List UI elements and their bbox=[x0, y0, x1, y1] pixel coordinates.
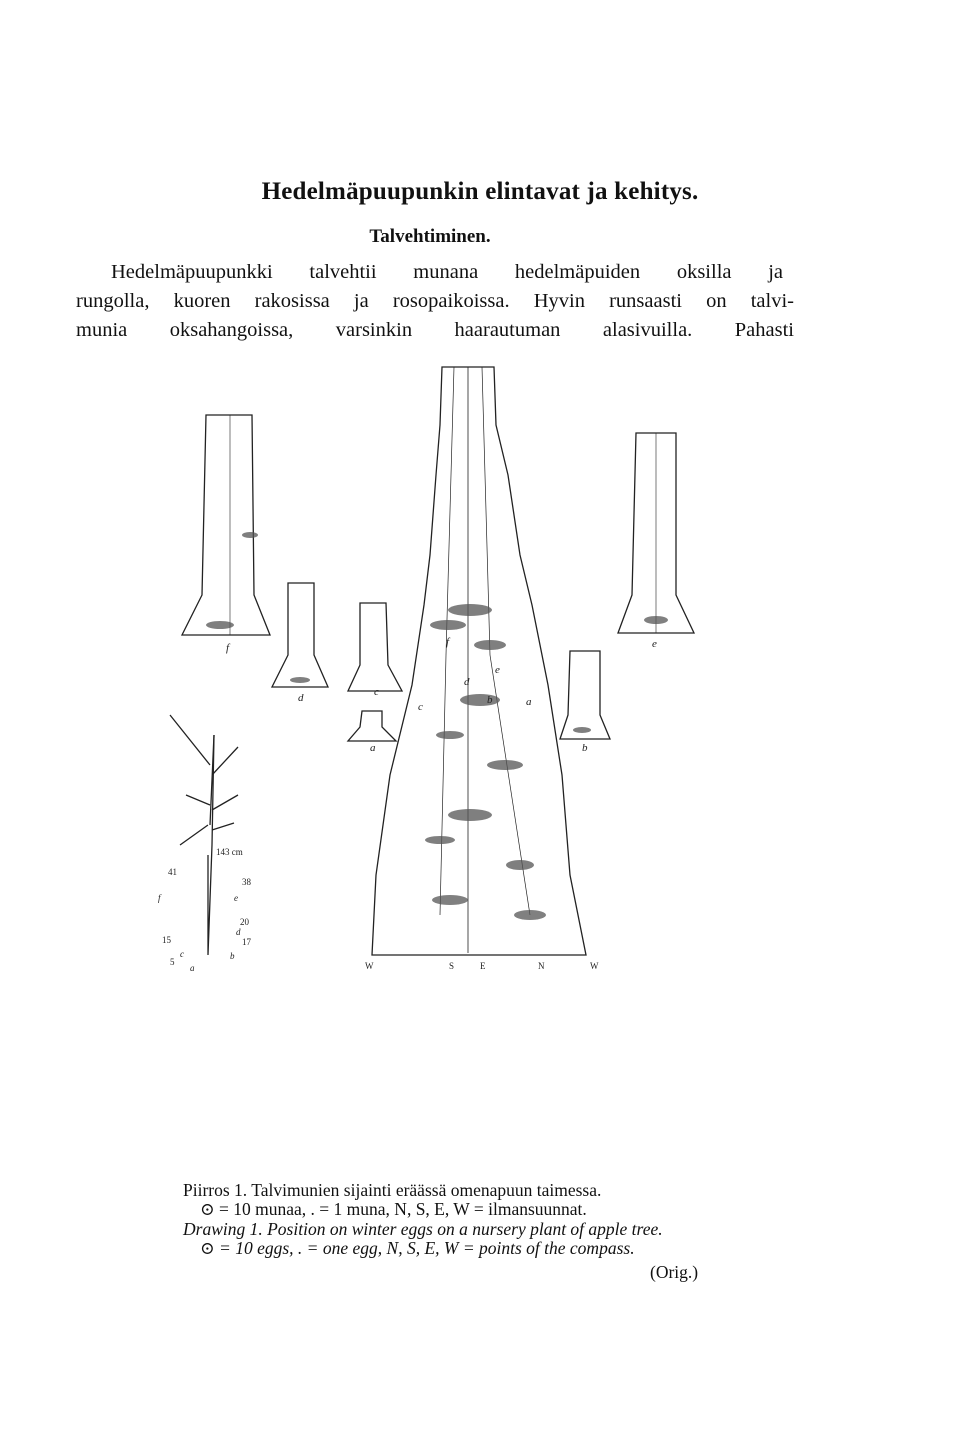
caption-title-en: Drawing 1. Position on winter eggs on a nursery plant of apple tree. bbox=[183, 1219, 663, 1239]
tree-letter-d: d bbox=[236, 927, 241, 937]
compass-s: S bbox=[449, 961, 455, 971]
tree-height: 143 cm bbox=[216, 847, 243, 857]
tree-letter-e: e bbox=[234, 893, 238, 903]
branch-b-outline bbox=[560, 651, 610, 739]
label-branch-e: e bbox=[652, 638, 657, 650]
compass-n: N bbox=[538, 961, 545, 971]
caption-credit: (Orig.) bbox=[650, 1262, 699, 1282]
trunk-label-e: e bbox=[495, 664, 500, 676]
paragraph-line-1: Hedelmäpuupunkki talvehtii munana hedelmäpuiden oksilla ja bbox=[111, 261, 783, 283]
branch-c-outline bbox=[348, 603, 402, 691]
branch-f-outline bbox=[182, 415, 270, 635]
trunk-label-b: b bbox=[487, 694, 493, 706]
trunk-label-d: d bbox=[464, 676, 470, 688]
tree-num-20: 20 bbox=[240, 917, 249, 927]
branch-a-outline bbox=[348, 711, 396, 741]
tree-letter-a: a bbox=[190, 963, 195, 973]
tree-letter-f: f bbox=[158, 893, 161, 903]
caption-title-fi: Piirros 1. Talvimunien sijainti eräässä omenapuun taimessa. bbox=[183, 1180, 602, 1200]
paragraph-line-3: munia oksahangoissa, varsinkin haarautuman alasivuilla. Pahasti bbox=[76, 319, 794, 341]
compass-e: E bbox=[480, 961, 486, 971]
caption-legend-en: ⊙ = 10 eggs, . = one egg, N, S, E, W = points of the compass. bbox=[200, 1238, 635, 1258]
label-branch-b: b bbox=[582, 742, 588, 754]
section-heading: Talvehtiminen. bbox=[369, 226, 491, 247]
branch-d-outline bbox=[272, 583, 328, 687]
tree-sketch-branches bbox=[170, 715, 238, 845]
caption-legend-fi: ⊙ = 10 munaa, . = 1 muna, N, S, E, W = ilmansuunnat. bbox=[200, 1199, 587, 1219]
paragraph-line-2: rungolla, kuoren rakosissa ja rosopaikoissa. Hyvin runsaasti on talvi- bbox=[76, 290, 794, 312]
tree-letter-c: c bbox=[180, 949, 184, 959]
main-trunk-outline bbox=[372, 367, 586, 955]
tree-num-15: 15 bbox=[162, 935, 171, 945]
compass-w-left: W bbox=[365, 961, 374, 971]
compass-w-right: W bbox=[590, 961, 599, 971]
label-branch-c: c bbox=[374, 686, 379, 698]
trunk-label-c: c bbox=[418, 701, 423, 713]
tree-letter-b: b bbox=[230, 951, 235, 961]
figure-drawing bbox=[150, 355, 730, 975]
label-branch-f: f bbox=[226, 642, 230, 654]
label-branch-d: d bbox=[298, 692, 304, 704]
label-branch-a: a bbox=[370, 742, 376, 754]
tree-num-5: 5 bbox=[170, 957, 175, 967]
trunk-label-a: a bbox=[526, 696, 532, 708]
page-title: Hedelmäpuupunkin elintavat ja kehitys. bbox=[261, 178, 699, 205]
tree-num-38: 38 bbox=[242, 877, 251, 887]
tree-num-41: 41 bbox=[168, 867, 177, 877]
egg-clusters bbox=[206, 532, 668, 920]
tree-num-17: 17 bbox=[242, 937, 251, 947]
trunk-label-f: f bbox=[446, 636, 450, 648]
